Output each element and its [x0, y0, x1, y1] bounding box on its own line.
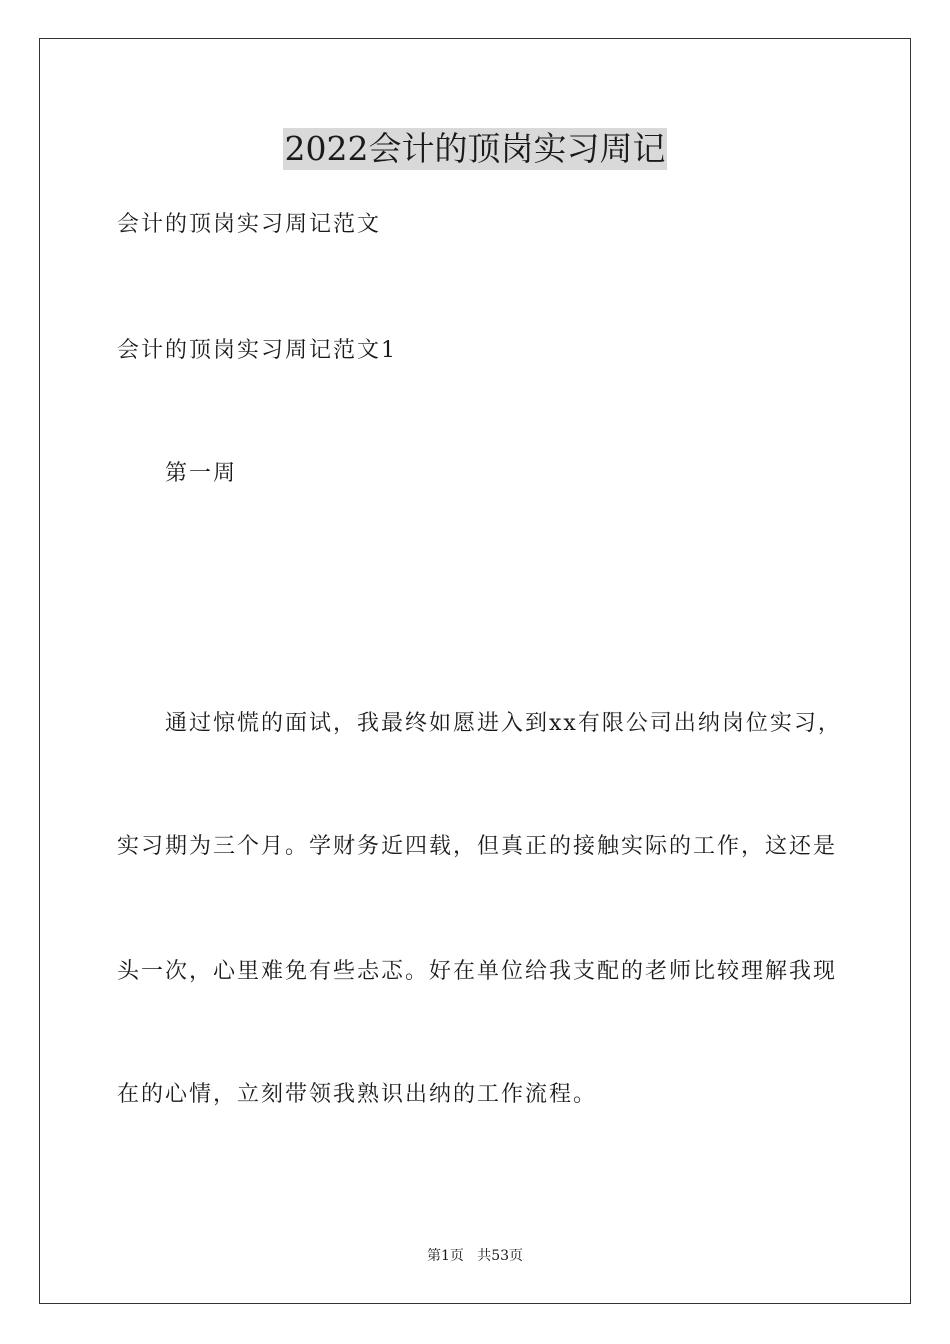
week-heading: 第一周 — [165, 461, 238, 486]
title-container — [0, 128, 950, 170]
document-title: 2022会计的顶岗实习周记 — [284, 129, 666, 168]
paragraph-line-2: 实习期为三个月。学财务近四载，但真正的接触实际的工作，这还是 — [117, 834, 838, 859]
page-footer: 第1页 共53页 — [426, 1248, 524, 1264]
paragraph-line-4: 在的心情，立刻带领我熟识出纳的工作流程。 — [117, 1082, 598, 1107]
paragraph-line-3: 头一次，心里难免有些忐忑。好在单位给我支配的老师比较理解我现 — [117, 959, 838, 984]
paragraph-line-1: 通过惊慌的面试，我最终如愿进入到xx有限公司出纳岗位实习， — [165, 711, 842, 736]
section-heading: 会计的顶岗实习周记范文1 — [117, 338, 397, 363]
document-subtitle: 会计的顶岗实习周记范文 — [117, 212, 382, 237]
